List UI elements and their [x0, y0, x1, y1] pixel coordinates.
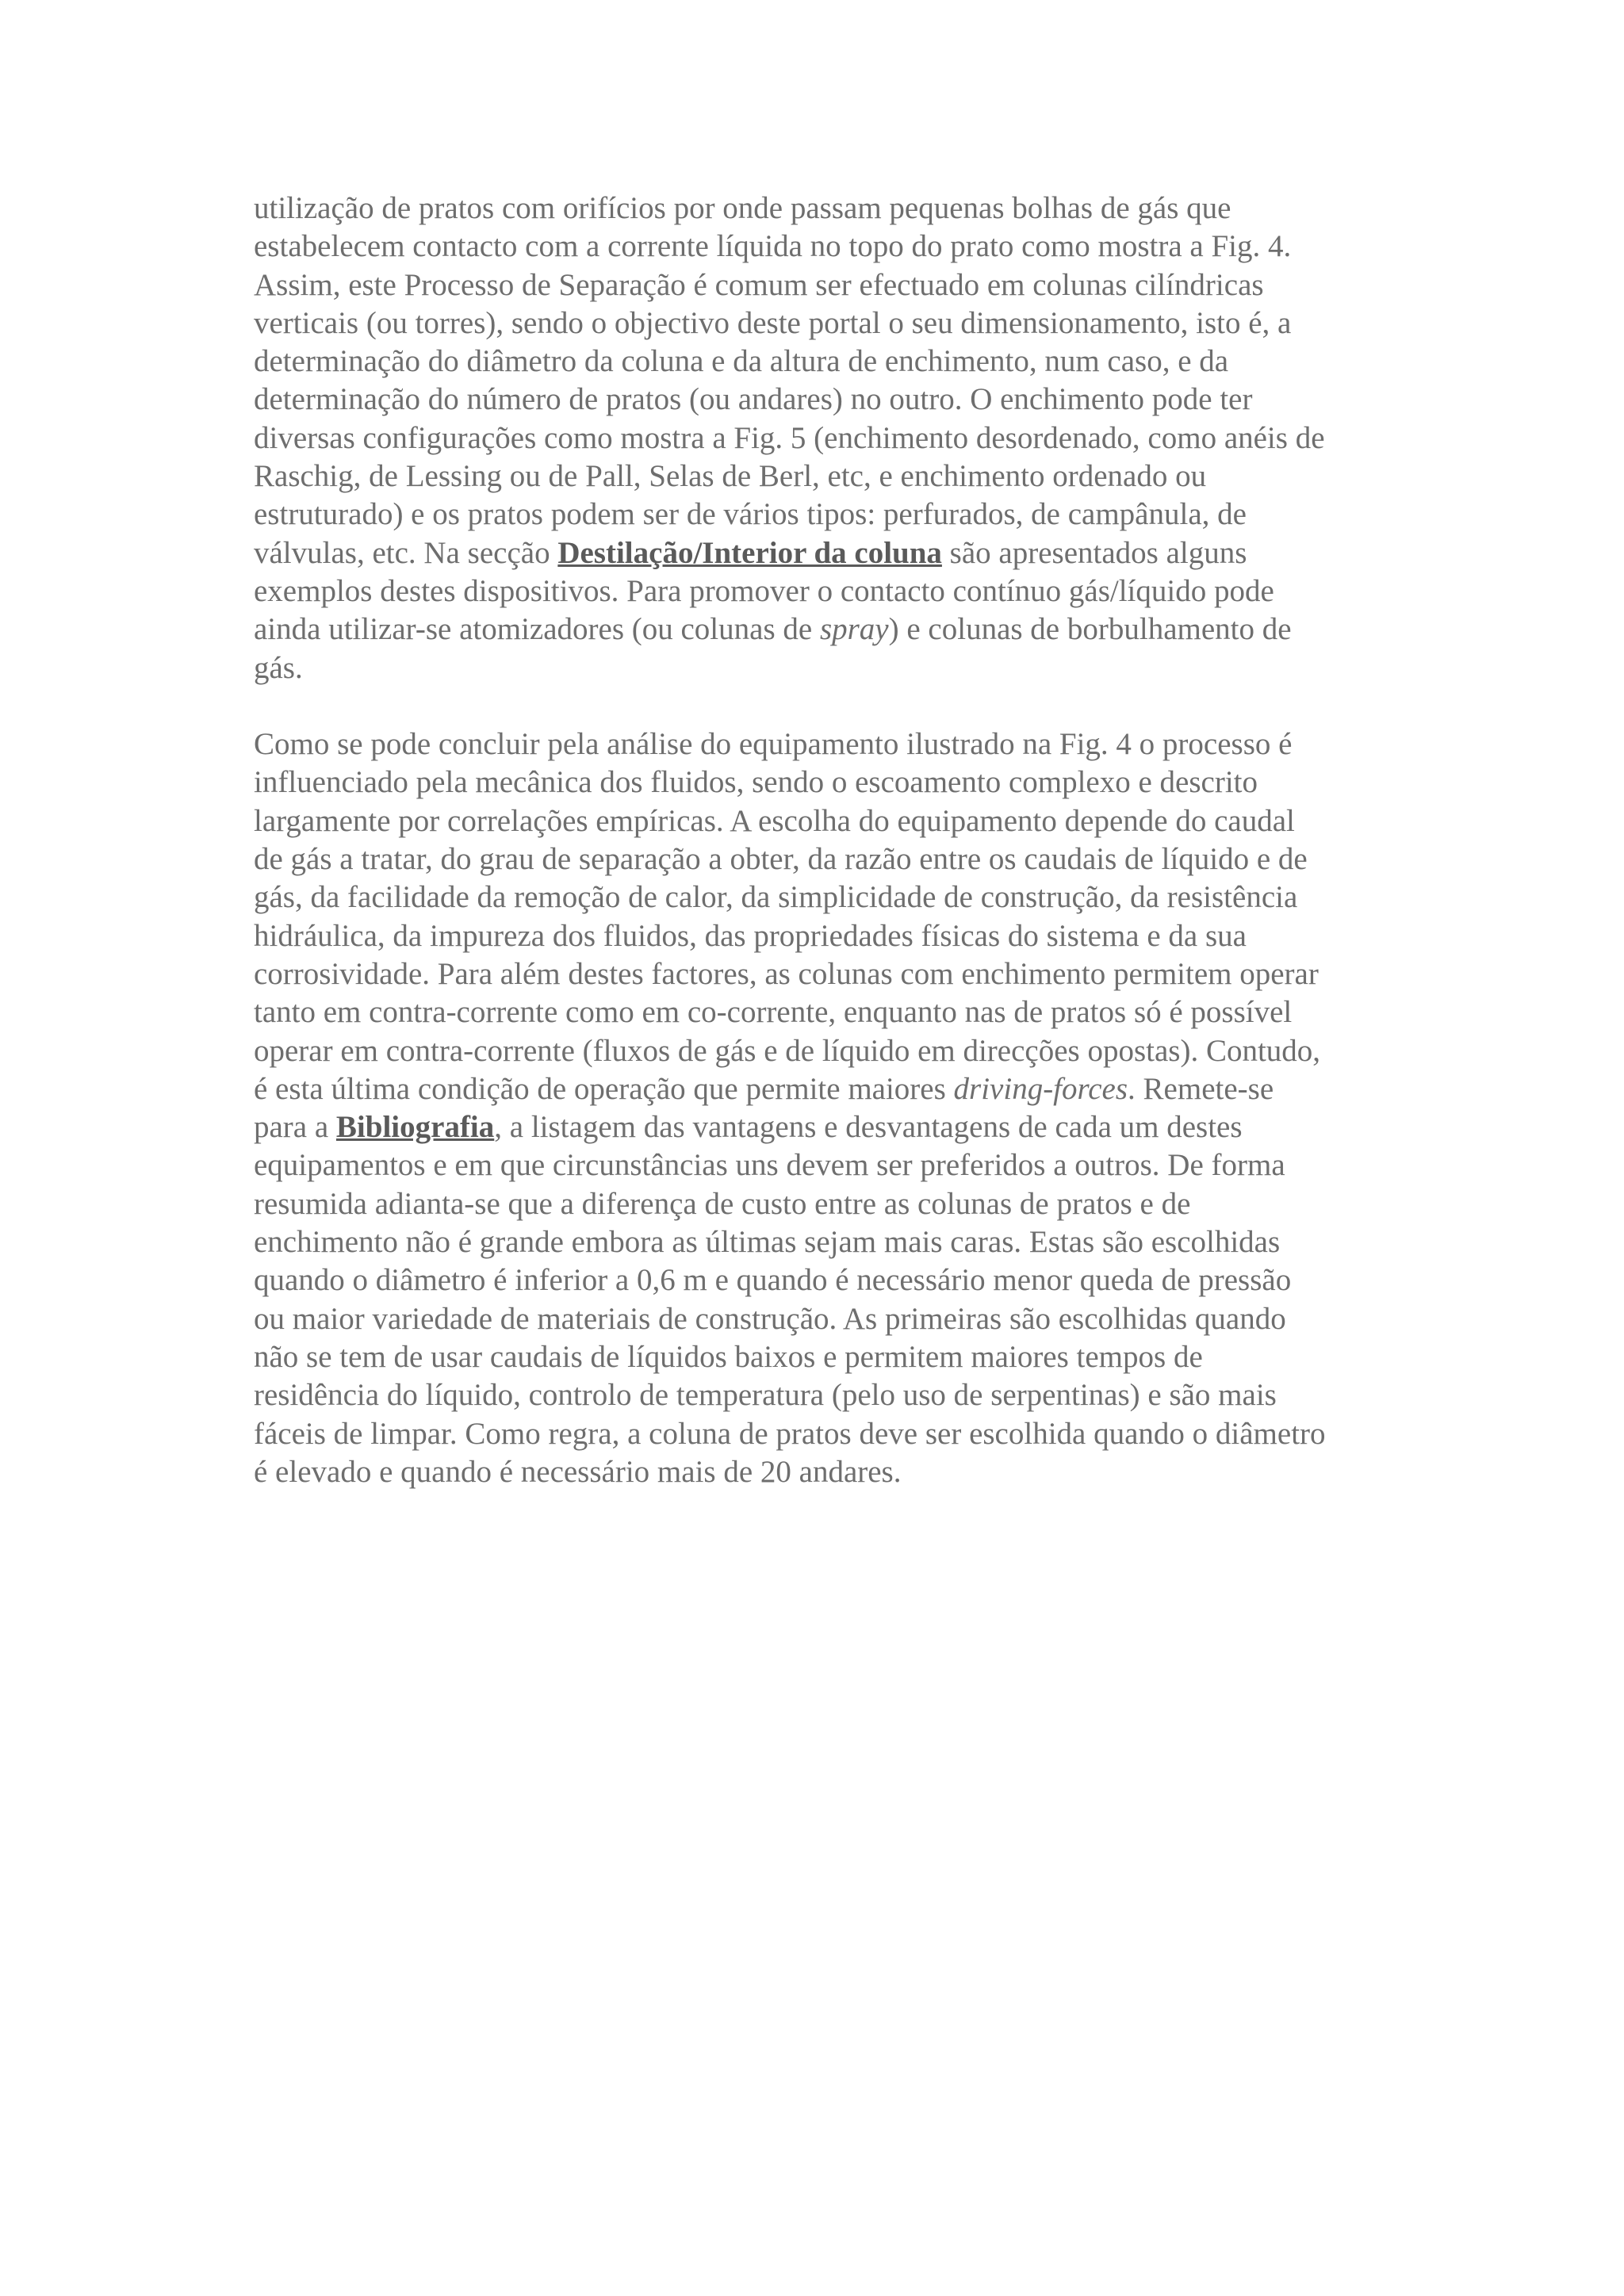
text-line: tanto em contra-corrente como em co-corrente, enquanto nas de pratos só é possível — [254, 995, 1293, 1030]
text-line: Como se pode concluir pela análise do equipamento ilustrado na Fig. 4 o processo é — [254, 727, 1293, 762]
text-segment: é esta última condição de operação que permite maiores — [254, 1071, 954, 1106]
text-line: quando o diâmetro é inferior a 0,6 m e quando é necessário menor queda de pressão — [254, 1263, 1292, 1298]
text-line — [254, 610, 1404, 649]
text-line: equipamentos e em que circunstâncias uns devem ser preferidos a outros. De forma — [254, 1148, 1285, 1183]
text-line: resumida adianta-se que a diferença de custo entre as colunas de pratos e de — [254, 1186, 1191, 1221]
paragraph-1 — [254, 189, 1404, 687]
text-line: determinação do número de pratos (ou andares) no outro. O enchimento pode ter — [254, 382, 1253, 417]
text-segment: são apresentados alguns — [941, 535, 1247, 570]
link-destilacao-interior-coluna[interactable]: Destilação/Interior da coluna — [557, 535, 942, 570]
text-line: estabelecem contacto com a corrente líquida no topo do prato como mostra a Fig. 4. — [254, 229, 1292, 264]
paragraph-2 — [254, 725, 1404, 1491]
text-line — [254, 534, 1404, 572]
text-line: utilização de pratos com orifícios por onde passam pequenas bolhas de gás que — [254, 191, 1231, 225]
text-line: ou maior variedade de materiais de construção. As primeiras são escolhidas quando — [254, 1301, 1286, 1336]
italic-term: spray — [819, 612, 889, 647]
text-line: operar em contra-corrente (fluxos de gás e de líquido em direcções opostas). Contudo, — [254, 1033, 1321, 1068]
text-line: Raschig, de Lessing ou de Pall, Selas de Berl, etc, e enchimento ordenado ou — [254, 459, 1207, 494]
text-line: enchimento não é grande embora as últimas sejam mais caras. Estas são escolhidas — [254, 1225, 1281, 1260]
text-line: hidráulica, da impureza dos fluidos, das propriedades físicas do sistema e da sua — [254, 918, 1247, 953]
body-text — [254, 189, 1404, 1491]
text-line — [254, 1108, 1404, 1146]
text-line — [254, 1070, 1404, 1108]
italic-term: driving-forces — [953, 1071, 1128, 1106]
link-bibliografia[interactable]: Bibliografia — [335, 1110, 495, 1145]
text-line: verticais (ou torres), sendo o objectivo deste portal o seu dimensionamento, isto é, a — [254, 305, 1292, 340]
text-line: estruturado) e os pratos podem ser de vários tipos: perfurados, de campânula, de — [254, 497, 1247, 532]
text-line: fáceis de limpar. Como regra, a coluna de pratos deve ser escolhida quando o diâmetro — [254, 1416, 1326, 1451]
text-segment: válvulas, etc. Na secção — [254, 535, 558, 570]
text-line: de gás a tratar, do grau de separação a obter, da razão entre os caudais de líquido e de — [254, 842, 1308, 877]
text-line: influenciado pela mecânica dos fluidos, sendo o escoamento complexo e descrito — [254, 765, 1258, 800]
text-segment: para a — [254, 1110, 336, 1145]
text-line: Assim, este Processo de Separação é comum ser efectuado em colunas cilíndricas — [254, 267, 1264, 302]
text-line: exemplos destes dispositivos. Para promover o contacto contínuo gás/líquido pode — [254, 573, 1274, 608]
text-line: gás. — [254, 650, 303, 685]
text-segment: , a listagem das vantagens e desvantagens de cada um destes — [494, 1110, 1243, 1145]
text-line: largamente por correlações empíricas. A escolha do equipamento depende do caudal — [254, 803, 1295, 838]
text-line: não se tem de usar caudais de líquidos baixos e permitem maiores tempos de — [254, 1339, 1203, 1374]
text-line: residência do líquido, controlo de temperatura (pelo uso de serpentinas) e são mais — [254, 1378, 1277, 1413]
text-line: diversas configurações como mostra a Fig. 5 (enchimento desordenado, como anéis de — [254, 420, 1325, 455]
paragraph-spacer — [254, 687, 1404, 725]
text-segment: ) e colunas de borbulhamento de — [888, 612, 1292, 647]
text-line: gás, da facilidade da remoção de calor, da simplicidade de construção, da resistência — [254, 880, 1298, 915]
text-segment: . Remete-se — [1128, 1071, 1274, 1106]
text-segment: ainda utilizar-se atomizadores (ou colunas de — [254, 612, 820, 647]
text-line: determinação do diâmetro da coluna e da altura de enchimento, num caso, e da — [254, 344, 1229, 379]
text-line: é elevado e quando é necessário mais de 20 andares. — [254, 1454, 902, 1489]
text-line: corrosividade. Para além destes factores, as colunas com enchimento permitem operar — [254, 956, 1319, 991]
